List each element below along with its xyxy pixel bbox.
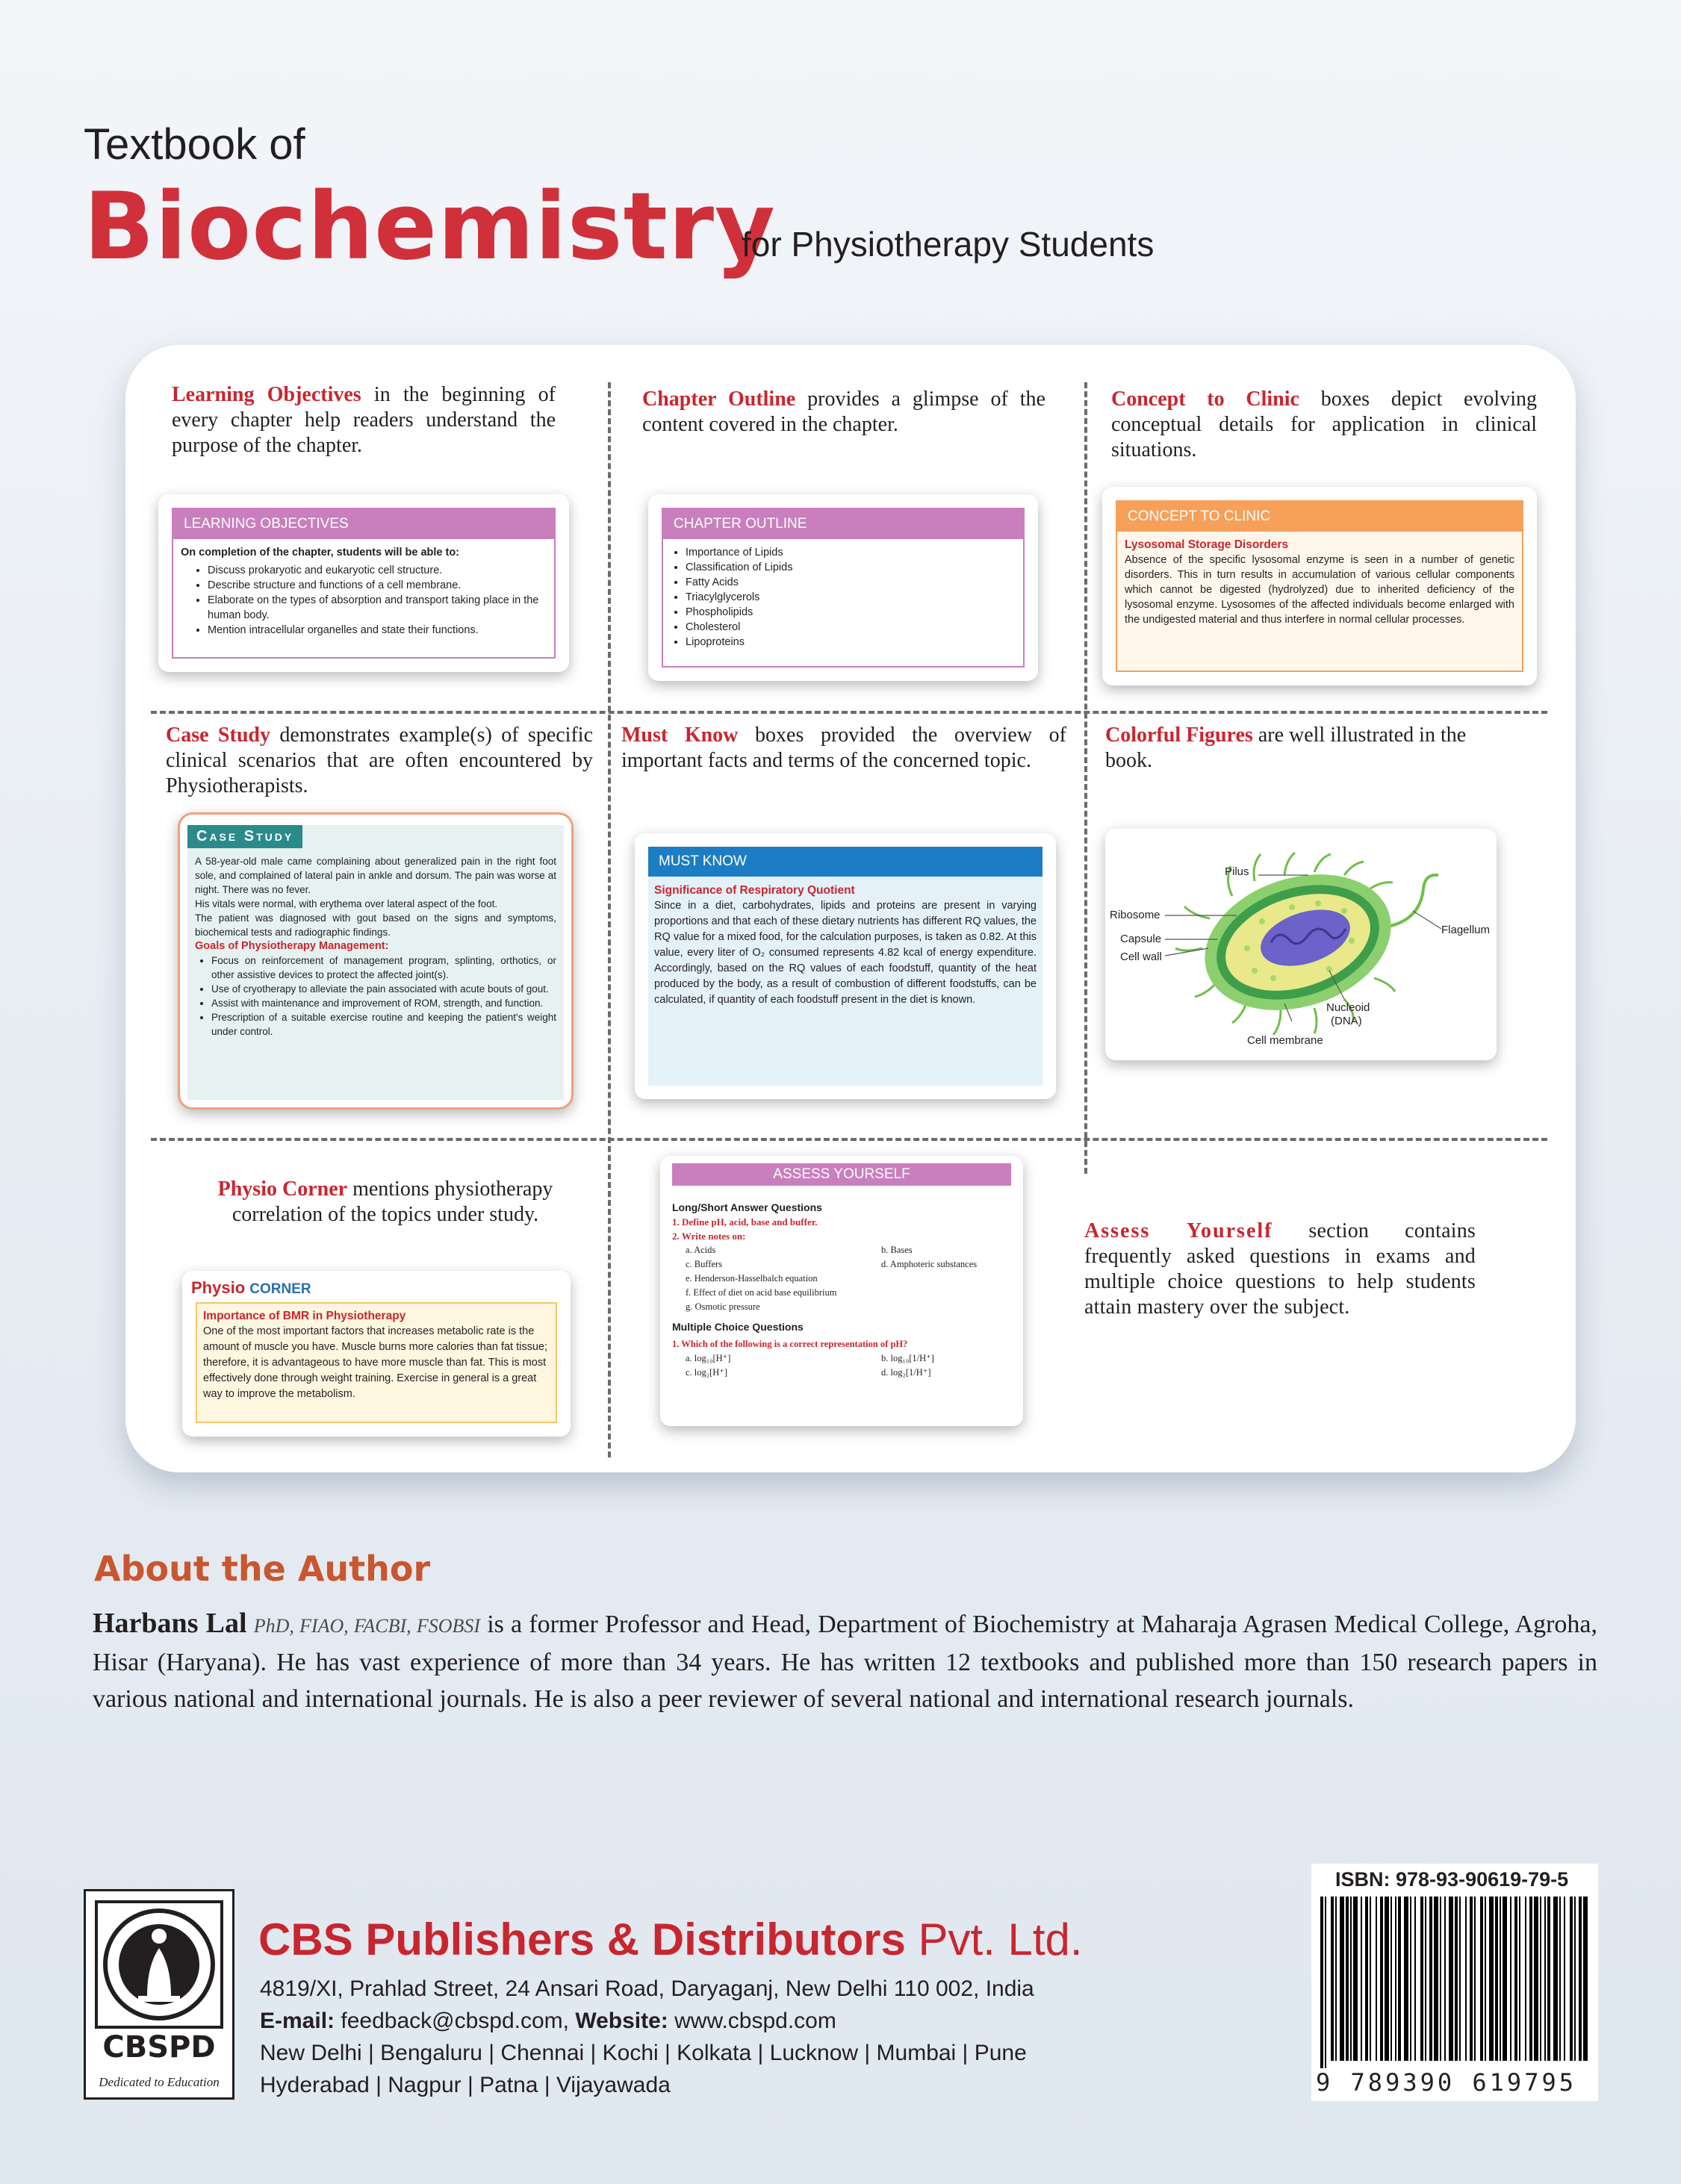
book-subtitle: for Physiotherapy Students — [742, 225, 1155, 264]
mcq-option-d: d. log₂[1/H⁺] — [881, 1367, 931, 1378]
list-item: • Focus on reinforcement of management program, splinting, orthotics, or other assistive devices to protect the affected joint(s). — [211, 953, 556, 982]
must-know-card-header: MUST KNOW — [648, 847, 1043, 877]
must-know-subhead: Significance of Respiratory Quotient — [654, 884, 855, 897]
physio-logo-part-b: CORNER — [249, 1281, 311, 1297]
barcode-bar — [1459, 1897, 1461, 2061]
assess-yourself-card — [660, 1156, 1023, 1426]
learning-objectives-highlight: Learning Objectives — [172, 383, 361, 406]
publisher-cities-1: New Delhi | Bengaluru | Chennai | Kochi | Kolkata | Lucknow | Mumbai | Pune — [260, 2041, 1027, 2065]
barcode-bar — [1331, 1897, 1334, 2061]
barcode-bar — [1547, 1897, 1550, 2061]
website-label: Website: — [575, 2009, 668, 2033]
bacteria-figure-card — [1105, 829, 1497, 1060]
list-item: • Elaborate on the types of absorption and transport taking place in the human body. — [208, 593, 548, 623]
barcode-bar — [1398, 1897, 1401, 2061]
list-item: a. Acids — [686, 1245, 716, 1255]
colorful-figures-highlight: Colorful Figures — [1105, 724, 1253, 747]
barcode-bar — [1350, 1897, 1352, 2061]
case-study-body-3: The patient was diagnosed with gout based on the signs and symptoms, biochemical tests and radiographic findings. — [195, 912, 556, 938]
learning-objectives-desc — [172, 382, 556, 458]
barcode-bar — [1455, 1897, 1458, 2061]
barcode-bar — [1376, 1897, 1377, 2061]
list-item: b. Bases — [881, 1245, 913, 1255]
barcode-bar — [1365, 1897, 1368, 2061]
barcode-bar — [1540, 1897, 1541, 2061]
colorful-figures-desc — [1105, 723, 1508, 774]
chapter-outline-highlight: Chapter Outline — [642, 388, 796, 411]
publisher-name — [258, 1914, 1083, 1965]
publisher-logo — [84, 1889, 234, 2100]
isbn-digits: 9 789390 619795 — [1316, 2068, 1576, 2097]
barcode-bars — [1317, 1897, 1594, 2068]
label-dna: (DNA) — [1331, 1015, 1362, 1027]
assess-yourself-desc — [1084, 1219, 1476, 1320]
physio-corner-highlight: Physio Corner — [217, 1177, 348, 1201]
list-item: • Cholesterol — [686, 620, 1017, 635]
colorful-figures-text: are well illustrated in the book. — [1105, 724, 1467, 772]
barcode-bar — [1559, 1897, 1561, 2061]
barcode-bar — [1370, 1897, 1371, 2061]
physio-corner-body: One of the most important factors that increases metabolic rate is the amount of muscle you have. Muscle burns more calories than fat tissue; therefore, it is advantageous to have more muscle than fat. This is most effectively done through weight training. Exercise in general is a great way to improve the metabolism. — [203, 1325, 547, 1400]
barcode-bar — [1440, 1897, 1441, 2061]
barcode-bar — [1325, 1897, 1326, 2068]
label-pilus: Pilus — [1225, 865, 1249, 878]
flagellum-shape — [1391, 875, 1438, 926]
concept-to-clinic-subhead: Lysosomal Storage Disorders — [1125, 538, 1289, 551]
barcode-bar — [1391, 1897, 1392, 2061]
barcode-bar — [1570, 1897, 1573, 2061]
barcode-bar — [1414, 1897, 1416, 2061]
features-panel — [125, 345, 1576, 1472]
assess-yourself-text: section contains frequently asked questions in exams and multiple choice questions to help students attain mastery over the subject. — [1084, 1219, 1476, 1319]
barcode-bar — [1564, 1897, 1565, 2061]
assess-yourself-highlight: Assess Yourself — [1084, 1219, 1273, 1242]
divider-horizontal-top — [151, 711, 1547, 714]
barcode-bar — [1544, 1897, 1546, 2061]
case-study-card — [178, 812, 574, 1110]
assess-section-2: Multiple Choice Questions — [672, 1321, 804, 1333]
physio-corner-text: mentions physiotherapy correlation of the topics under study. — [232, 1177, 553, 1226]
list-item: • Prescription of a suitable exercise routine and keeping the patient's weight under control. — [211, 1010, 556, 1039]
barcode-bar — [1380, 1897, 1383, 2061]
barcode-bar — [1429, 1897, 1432, 2061]
barcode-bar — [1500, 1897, 1501, 2061]
email-value: feedback@cbspd.com, — [335, 2009, 576, 2033]
chapter-outline-card — [648, 494, 1038, 681]
logo-emblem-icon — [86, 1891, 232, 2038]
list-item: • Use of cryotherapy to alleviate the pain associated with acute bouts of gout. — [211, 982, 556, 996]
bacteria-diagram — [1105, 829, 1497, 1060]
assess-yourself-card-header: ASSESS YOURSELF — [672, 1163, 1011, 1186]
concept-to-clinic-text: boxes depict evolving conceptual details for application in clinical situations. — [1111, 388, 1537, 461]
barcode-bar — [1420, 1897, 1423, 2061]
physio-corner-subhead: Importance of BMR in Physiotherapy — [203, 1310, 406, 1322]
email-label: E-mail: — [260, 2009, 335, 2033]
barcode-bar — [1485, 1897, 1486, 2061]
logo-text: CBSPD — [102, 2030, 216, 2065]
learning-objectives-card-header: LEARNING OBJECTIVES — [173, 509, 554, 539]
assess-q1: 1. Define pH, acid, base and buffer. — [672, 1216, 818, 1228]
about-heading: About the Author — [94, 1549, 431, 1589]
list-item: • Phospholipids — [686, 605, 1017, 620]
publisher-name-main: CBS Publishers & Distributors — [258, 1914, 906, 1964]
label-cell-wall: Cell wall — [1120, 951, 1162, 963]
physio-corner-card — [182, 1271, 571, 1437]
barcode-bar — [1514, 1897, 1517, 2061]
must-know-body: Since in a diet, carbohydrates, lipids and proteins are present in varying proportions and that each of these dietary nutrients has different RQ values, the RQ value for a mixed food, for the calculation purposes, is taken as 0.82. At this value, every liter of O₂ consumed represents 4.82 kcal of energy expenditure. Accordingly, based on the RQ values of each foodstuff, quantity of the heat produced by the body, as a result of combustion of different foodstuffs, can be calculated, if quantity of each foodstuff present in the diet is known. — [654, 900, 1037, 1006]
barcode-bar — [1449, 1897, 1453, 2061]
logo-tagline: Dedicated to Education — [99, 2075, 220, 2089]
chapter-outline-desc — [642, 387, 1045, 438]
barcode-bar — [1353, 1897, 1358, 2061]
label-nucleoid: Nucleoid — [1326, 1001, 1370, 1014]
list-item: c. Buffers — [686, 1259, 723, 1269]
concept-to-clinic-card-header: CONCEPT TO CLINIC — [1117, 502, 1522, 532]
barcode-bar — [1444, 1897, 1446, 2061]
barcode-bar — [1404, 1897, 1408, 2061]
list-item: • Describe structure and functions of a cell membrane. — [208, 578, 548, 593]
barcode-bar — [1519, 1897, 1520, 2061]
case-study-desc — [166, 723, 593, 799]
isbn-label: ISBN: 978-93-90619-79-5 — [1335, 1868, 1569, 1891]
barcode-bar — [1474, 1897, 1476, 2061]
barcode-bar — [1340, 1897, 1344, 2061]
must-know-card — [635, 833, 1056, 1099]
barcode-bar — [1346, 1897, 1349, 2061]
list-item: • Mention intracellular organelles and state their functions. — [208, 623, 548, 638]
website-value: www.cbspd.com — [668, 2009, 836, 2033]
barcode-bar — [1434, 1897, 1438, 2061]
list-item: d. Amphoteric substances — [881, 1259, 978, 1269]
list-item: • Discuss prokaryotic and eukaryotic cell structure. — [208, 563, 548, 578]
barcode-bar — [1574, 1897, 1576, 2061]
barcode-bar — [1425, 1897, 1426, 2061]
assess-q2: 2. Write notes on: — [672, 1231, 746, 1242]
assess-section-1: Long/Short Answer Questions — [672, 1201, 822, 1213]
barcode-bar — [1583, 1897, 1588, 2061]
publisher-name-suffix: Pvt. Ltd. — [905, 1914, 1083, 1964]
mcq-option-b: b. log₁₀[1/H⁺] — [881, 1353, 934, 1363]
must-know-text: boxes provided the overview of important facts and terms of the concerned topic. — [621, 724, 1066, 772]
barcode-bar — [1410, 1897, 1411, 2061]
author-qualifications: PhD, FIAO, FACBI, FSOBSI — [253, 1615, 481, 1637]
label-cell-membrane: Cell membrane — [1247, 1034, 1323, 1047]
concept-to-clinic-card — [1102, 487, 1537, 685]
publisher-address: 4819/XI, Prahlad Street, 24 Ansari Road, Daryaganj, New Delhi 110 002, India — [260, 1976, 1034, 2001]
list-item: • Fatty Acids — [686, 575, 1017, 590]
case-study-body-2: His vitals were normal, with erythema over lateral aspect of the foot. — [195, 898, 498, 909]
author-name: Harbans Lal — [93, 1608, 247, 1639]
physio-corner-desc — [191, 1177, 580, 1228]
author-bio: is a former Professor and Head, Department of Biochemistry at Maharaja Agrasen Medical College, Agroha, Hisar (Haryana). He has vast experience of more than 34 years. He has written 12 textbooks and published more than 150 research papers in various national and international journals. He is also a peer reviewer of several national and international research journals. — [93, 1611, 1598, 1713]
list-item: • Classification of Lipids — [686, 560, 1017, 575]
divider-vertical-left — [608, 382, 611, 1457]
barcode-bar — [1525, 1897, 1526, 2061]
barcode-bar — [1480, 1897, 1483, 2061]
list-item: • Lipoproteins — [686, 635, 1017, 650]
isbn-barcode — [1311, 1864, 1598, 2101]
list-item: • Assist with maintenance and improvement of ROM, strength, and function. — [211, 996, 556, 1010]
barcode-bar — [1495, 1897, 1498, 2061]
chapter-outline-card-header: CHAPTER OUTLINE — [663, 509, 1023, 539]
barcode-bar — [1385, 1897, 1389, 2061]
publisher-contact — [260, 2009, 836, 2034]
must-know-highlight: Must Know — [621, 724, 739, 747]
list-item: • Triacylglycerols — [686, 590, 1017, 605]
barcode-bar — [1470, 1897, 1473, 2061]
concept-to-clinic-highlight: Concept to Clinic — [1111, 388, 1299, 411]
mcq-option-a: a. log₁₀[H⁺] — [686, 1353, 731, 1363]
case-study-card-header: Case Study — [187, 825, 302, 848]
label-ribosome: Ribosome — [1110, 909, 1160, 921]
list-item: e. Henderson-Hasselbalch equation — [686, 1273, 818, 1284]
concept-to-clinic-body: Absence of the specific lysosomal enzyme is seen in a number of genetic disorders. This in turn results in accumulation of various cellular components which cannot be digested (hydrolyzed) due to inherited deficiency of the lysosomal enzyme. Lysosomes of the affected individuals become enlarged with the undigested material and thus interfere in normal cellular processes. — [1125, 554, 1514, 626]
case-study-subhead: Goals of Physiotherapy Management: — [195, 940, 389, 952]
title-prefix: Textbook of — [84, 120, 305, 169]
barcode-bar — [1361, 1897, 1362, 2061]
must-know-desc — [621, 723, 1066, 774]
barcode-bar — [1395, 1897, 1396, 2061]
label-capsule: Capsule — [1120, 933, 1162, 945]
book-title: Biochemistry — [84, 173, 776, 281]
barcode-bar — [1529, 1897, 1532, 2061]
divider-vertical-right — [1084, 382, 1087, 1174]
list-item: f. Effect of diet on acid base equilibrium — [686, 1287, 837, 1298]
learning-objectives-text: in the beginning of every chapter help readers understand the purpose of the chapter. — [172, 383, 556, 457]
barcode-bar — [1510, 1897, 1511, 2061]
label-flagellum: Flagellum — [1441, 924, 1491, 936]
barcode-bar — [1465, 1897, 1467, 2061]
list-item: g. Osmotic pressure — [686, 1301, 760, 1312]
barcode-bar — [1320, 1897, 1323, 2068]
concept-to-clinic-desc — [1111, 387, 1537, 463]
mcq-option-c: c. log₂[H⁺] — [686, 1367, 728, 1378]
physio-logo-part-a: Physio — [191, 1278, 246, 1297]
list-item: • Importance of Lipids — [686, 545, 1017, 560]
case-study-text: demonstrates example(s) of specific clinical scenarios that are often encountered by Physiotherapists. — [166, 724, 593, 797]
about-paragraph — [93, 1605, 1597, 1717]
learning-objectives-card — [158, 494, 569, 672]
barcode-bar — [1534, 1897, 1538, 2061]
assess-mcq1: 1. Which of the following is a correct representation of pH? — [672, 1339, 908, 1349]
publisher-cities-2: Hyderabad | Nagpur | Patna | Vijayawada — [260, 2073, 671, 2097]
barcode-bar — [1553, 1897, 1558, 2061]
learning-objectives-intro: On completion of the chapter, students will be able to: — [181, 547, 460, 559]
barcode-bar — [1335, 1897, 1337, 2061]
barcode-bar — [1503, 1897, 1507, 2061]
barcode-bar — [1489, 1897, 1494, 2061]
divider-horizontal-bottom — [151, 1138, 1547, 1141]
barcode-bar — [1579, 1897, 1582, 2061]
case-study-highlight: Case Study — [166, 724, 270, 747]
chapter-outline-text: provides a glimpse of the content covered in the chapter. — [642, 388, 1045, 436]
case-study-body: A 58-year-old male came complaining about generalized pain in the right foot sole, and complained of lateral pain in ankle and dorsum. The pain was worse at night. There was no fever. — [195, 856, 556, 895]
